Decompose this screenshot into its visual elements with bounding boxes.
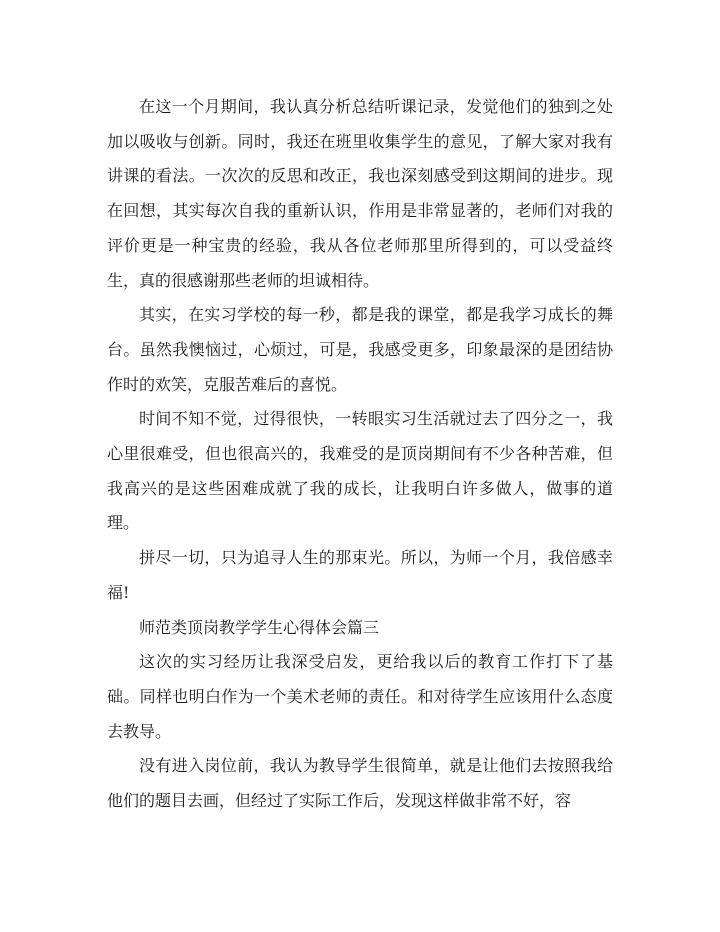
paragraph-3: 时间不知不觉，过得很快，一转眼实习生活就过去了四分之一，我心里很难受，但也很高兴的，我难受的是顶岗期间有不少各种苦难，但我高兴的是这些困难成就了我的成长，让我明白许多做人，做事的道理。 (107, 409, 613, 533)
document-body (107, 90, 613, 819)
paragraph-4: 拼尽一切，只为追寻人生的那束光。所以，为师一个月，我倍感幸福! (107, 548, 613, 602)
section-heading: 师范类顶岗教学学生心得体会篇三 (139, 617, 380, 637)
paragraph-6: 没有进入岗位前，我认为教导学生很简单，就是让他们去按照我给他们的题目去画，但经过了实际工作后，发现这样做非常不好，容 (107, 756, 613, 811)
paragraph-2: 其实，在实习学校的每一秒，都是我的课堂，都是我学习成长的舞台。虽然我懊恼过，心烦过，可是，我感受更多，印象最深的是团结协作时的欢笑，克服苦难后的喜悦。 (107, 305, 613, 394)
paragraph-1: 在这一个月期间，我认真分析总结听课记录，发觉他们的独到之处加以吸收与创新。同时，我还在班里收集学生的意见，了解大家对我有讲课的看法。一次次的反思和改正，我也深刻感受到这期间的进步。现在回想，其实每次自我的重新认识，作用是非常显著的，老师们对我的评价更是一种宝贵的经验，我从各位老师那里所得到的，可以受益终生，真的很感谢那些老师的坦诚相待。 (107, 97, 613, 290)
paragraph-5: 这次的实习经历让我深受启发，更给我以后的教育工作打下了基础。同样也明白作为一个美术老师的责任。和对待学生应该用什么态度去教导。 (107, 652, 613, 741)
